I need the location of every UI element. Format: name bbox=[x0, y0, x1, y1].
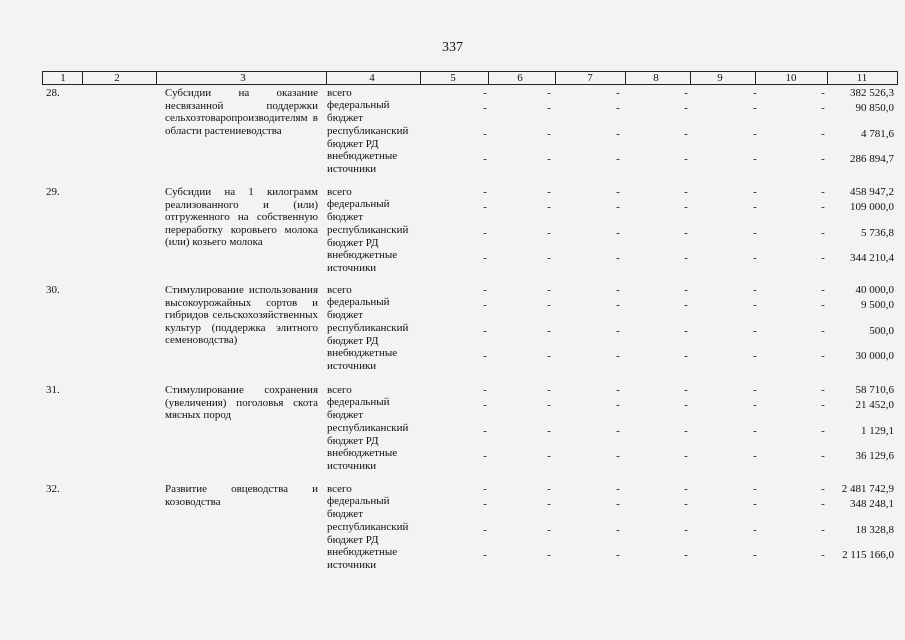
row-title: Стимулирование сохранения (увеличения) поголовья скота мясных пород bbox=[165, 384, 318, 421]
empty-cell-dash: - bbox=[483, 201, 487, 213]
funding-source-line bbox=[0, 249, 905, 274]
funding-source-line bbox=[0, 150, 905, 175]
empty-cell-dash: - bbox=[616, 252, 620, 264]
empty-cell-dash: - bbox=[616, 201, 620, 213]
empty-cell-dash: - bbox=[483, 384, 487, 396]
empty-cell-dash: - bbox=[684, 399, 688, 411]
column-divider bbox=[82, 71, 83, 85]
funding-source-line bbox=[0, 396, 905, 421]
column-number: 11 bbox=[856, 72, 868, 84]
amount-value: 458 947,2 bbox=[850, 186, 894, 198]
empty-cell-dash: - bbox=[616, 425, 620, 437]
funding-source-label: внебюджетные источники bbox=[327, 447, 398, 472]
empty-cell-dash: - bbox=[753, 227, 757, 239]
empty-cell-dash: - bbox=[616, 399, 620, 411]
empty-cell-dash: - bbox=[753, 299, 757, 311]
empty-cell-dash: - bbox=[684, 102, 688, 114]
empty-cell-dash: - bbox=[547, 450, 551, 462]
empty-cell-dash: - bbox=[483, 549, 487, 561]
empty-cell-dash: - bbox=[483, 87, 487, 99]
empty-cell-dash: - bbox=[616, 128, 620, 140]
empty-cell-dash: - bbox=[483, 102, 487, 114]
empty-cell-dash: - bbox=[684, 549, 688, 561]
funding-source-label: республиканский бюджет РД bbox=[327, 322, 409, 347]
empty-cell-dash: - bbox=[821, 201, 825, 213]
funding-source-label: всего bbox=[327, 87, 352, 99]
empty-cell-dash: - bbox=[616, 450, 620, 462]
funding-source-label: всего bbox=[327, 284, 352, 296]
funding-source-label: федеральный бюджет bbox=[327, 396, 390, 421]
empty-cell-dash: - bbox=[616, 284, 620, 296]
amount-value: 36 129,6 bbox=[855, 450, 894, 462]
funding-source-label: всего bbox=[327, 384, 352, 396]
funding-source-line bbox=[0, 125, 905, 150]
amount-value: 9 500,0 bbox=[861, 299, 894, 311]
empty-cell-dash: - bbox=[616, 524, 620, 536]
empty-cell-dash: - bbox=[547, 498, 551, 510]
empty-cell-dash: - bbox=[753, 186, 757, 198]
funding-source-label: внебюджетные источники bbox=[327, 150, 398, 175]
empty-cell-dash: - bbox=[753, 399, 757, 411]
empty-cell-dash: - bbox=[684, 524, 688, 536]
empty-cell-dash: - bbox=[821, 325, 825, 337]
column-divider bbox=[690, 71, 691, 85]
empty-cell-dash: - bbox=[753, 87, 757, 99]
column-divider bbox=[625, 71, 626, 85]
empty-cell-dash: - bbox=[753, 201, 757, 213]
empty-cell-dash: - bbox=[753, 128, 757, 140]
empty-cell-dash: - bbox=[821, 425, 825, 437]
empty-cell-dash: - bbox=[616, 227, 620, 239]
column-number: 6 bbox=[517, 72, 523, 84]
funding-source-line bbox=[0, 447, 905, 472]
column-number: 5 bbox=[450, 72, 456, 84]
empty-cell-dash: - bbox=[547, 425, 551, 437]
funding-source-line bbox=[0, 296, 905, 321]
empty-cell-dash: - bbox=[821, 524, 825, 536]
column-number: 4 bbox=[369, 72, 375, 84]
empty-cell-dash: - bbox=[547, 102, 551, 114]
row-number: 28. bbox=[46, 87, 60, 99]
empty-cell-dash: - bbox=[483, 299, 487, 311]
empty-cell-dash: - bbox=[616, 186, 620, 198]
amount-value: 348 248,1 bbox=[850, 498, 894, 510]
empty-cell-dash: - bbox=[616, 549, 620, 561]
amount-value: 1 129,1 bbox=[861, 425, 894, 437]
empty-cell-dash: - bbox=[547, 186, 551, 198]
amount-value: 2 115 166,0 bbox=[842, 549, 894, 561]
empty-cell-dash: - bbox=[684, 498, 688, 510]
funding-source-label: республиканский бюджет РД bbox=[327, 224, 409, 249]
funding-source-label: республиканский бюджет РД bbox=[327, 521, 409, 546]
amount-value: 109 000,0 bbox=[850, 201, 894, 213]
empty-cell-dash: - bbox=[821, 350, 825, 362]
empty-cell-dash: - bbox=[753, 384, 757, 396]
funding-source-line bbox=[0, 521, 905, 546]
column-number: 2 bbox=[114, 72, 120, 84]
empty-cell-dash: - bbox=[547, 87, 551, 99]
column-number: 1 bbox=[60, 72, 66, 84]
empty-cell-dash: - bbox=[483, 524, 487, 536]
column-divider bbox=[156, 71, 157, 85]
empty-cell-dash: - bbox=[684, 325, 688, 337]
empty-cell-dash: - bbox=[753, 425, 757, 437]
empty-cell-dash: - bbox=[821, 299, 825, 311]
funding-source-line bbox=[0, 422, 905, 447]
empty-cell-dash: - bbox=[483, 128, 487, 140]
column-divider bbox=[420, 71, 421, 85]
empty-cell-dash: - bbox=[753, 549, 757, 561]
empty-cell-dash: - bbox=[547, 399, 551, 411]
empty-cell-dash: - bbox=[483, 498, 487, 510]
empty-cell-dash: - bbox=[547, 325, 551, 337]
amount-value: 5 736,8 bbox=[861, 227, 894, 239]
empty-cell-dash: - bbox=[753, 284, 757, 296]
amount-value: 18 328,8 bbox=[855, 524, 894, 536]
funding-source-line bbox=[0, 347, 905, 372]
empty-cell-dash: - bbox=[684, 87, 688, 99]
empty-cell-dash: - bbox=[821, 252, 825, 264]
funding-source-label: всего bbox=[327, 186, 352, 198]
column-divider bbox=[827, 71, 828, 85]
amount-value: 382 526,3 bbox=[850, 87, 894, 99]
funding-source-label: внебюджетные источники bbox=[327, 347, 398, 372]
empty-cell-dash: - bbox=[684, 153, 688, 165]
row-title: Субсидии на оказание несвязанной поддержки сельхозтоваропроизводителям в области растениеводства bbox=[165, 87, 318, 137]
empty-cell-dash: - bbox=[684, 227, 688, 239]
empty-cell-dash: - bbox=[684, 299, 688, 311]
row-title: Развитие овцеводства и козоводства bbox=[165, 483, 318, 508]
funding-source-label: всего bbox=[327, 483, 352, 495]
empty-cell-dash: - bbox=[483, 153, 487, 165]
empty-cell-dash: - bbox=[821, 153, 825, 165]
empty-cell-dash: - bbox=[684, 483, 688, 495]
empty-cell-dash: - bbox=[753, 102, 757, 114]
empty-cell-dash: - bbox=[753, 325, 757, 337]
empty-cell-dash: - bbox=[483, 350, 487, 362]
empty-cell-dash: - bbox=[547, 384, 551, 396]
empty-cell-dash: - bbox=[821, 399, 825, 411]
empty-cell-dash: - bbox=[616, 384, 620, 396]
table-header-bottom-border bbox=[42, 84, 897, 85]
column-divider bbox=[755, 71, 756, 85]
empty-cell-dash: - bbox=[547, 483, 551, 495]
empty-cell-dash: - bbox=[684, 384, 688, 396]
empty-cell-dash: - bbox=[684, 252, 688, 264]
funding-source-line bbox=[0, 224, 905, 249]
empty-cell-dash: - bbox=[684, 350, 688, 362]
empty-cell-dash: - bbox=[547, 524, 551, 536]
empty-cell-dash: - bbox=[616, 483, 620, 495]
empty-cell-dash: - bbox=[821, 87, 825, 99]
empty-cell-dash: - bbox=[821, 384, 825, 396]
column-number: 10 bbox=[785, 72, 797, 84]
empty-cell-dash: - bbox=[547, 350, 551, 362]
empty-cell-dash: - bbox=[684, 128, 688, 140]
empty-cell-dash: - bbox=[547, 128, 551, 140]
amount-value: 40 000,0 bbox=[855, 284, 894, 296]
amount-value: 4 781,6 bbox=[861, 128, 894, 140]
empty-cell-dash: - bbox=[483, 284, 487, 296]
empty-cell-dash: - bbox=[483, 450, 487, 462]
empty-cell-dash: - bbox=[753, 483, 757, 495]
column-divider bbox=[488, 71, 489, 85]
row-number: 30. bbox=[46, 284, 60, 296]
funding-source-label: федеральный бюджет bbox=[327, 198, 390, 223]
empty-cell-dash: - bbox=[616, 102, 620, 114]
funding-source-line bbox=[0, 322, 905, 347]
amount-value: 30 000,0 bbox=[855, 350, 894, 362]
empty-cell-dash: - bbox=[483, 252, 487, 264]
funding-source-label: федеральный бюджет bbox=[327, 99, 390, 124]
empty-cell-dash: - bbox=[821, 450, 825, 462]
amount-value: 500,0 bbox=[869, 325, 894, 337]
row-title: Стимулирование использования высокоурожайных сортов и гибридов сельскохозяйственных культур (поддержка элитного семеноводства) bbox=[165, 284, 318, 346]
empty-cell-dash: - bbox=[753, 350, 757, 362]
funding-source-line bbox=[0, 495, 905, 520]
amount-value: 58 710,6 bbox=[855, 384, 894, 396]
amount-value: 21 452,0 bbox=[855, 399, 894, 411]
row-number: 29. bbox=[46, 186, 60, 198]
funding-source-line bbox=[0, 99, 905, 124]
empty-cell-dash: - bbox=[821, 498, 825, 510]
column-divider bbox=[326, 71, 327, 85]
column-number: 9 bbox=[717, 72, 723, 84]
empty-cell-dash: - bbox=[753, 450, 757, 462]
empty-cell-dash: - bbox=[684, 425, 688, 437]
empty-cell-dash: - bbox=[616, 153, 620, 165]
empty-cell-dash: - bbox=[547, 201, 551, 213]
empty-cell-dash: - bbox=[547, 299, 551, 311]
column-divider bbox=[555, 71, 556, 85]
funding-source-label: федеральный бюджет bbox=[327, 495, 390, 520]
amount-value: 90 850,0 bbox=[855, 102, 894, 114]
empty-cell-dash: - bbox=[547, 549, 551, 561]
empty-cell-dash: - bbox=[821, 186, 825, 198]
funding-source-line bbox=[0, 198, 905, 223]
empty-cell-dash: - bbox=[483, 186, 487, 198]
funding-source-label: федеральный бюджет bbox=[327, 296, 390, 321]
column-divider bbox=[42, 71, 43, 85]
empty-cell-dash: - bbox=[547, 284, 551, 296]
empty-cell-dash: - bbox=[684, 201, 688, 213]
amount-value: 286 894,7 bbox=[850, 153, 894, 165]
empty-cell-dash: - bbox=[616, 498, 620, 510]
empty-cell-dash: - bbox=[547, 153, 551, 165]
empty-cell-dash: - bbox=[547, 252, 551, 264]
empty-cell-dash: - bbox=[753, 498, 757, 510]
empty-cell-dash: - bbox=[483, 399, 487, 411]
empty-cell-dash: - bbox=[483, 483, 487, 495]
page-number: 337 bbox=[442, 40, 463, 55]
column-number: 8 bbox=[653, 72, 659, 84]
empty-cell-dash: - bbox=[483, 425, 487, 437]
funding-source-label: внебюджетные источники bbox=[327, 546, 398, 571]
column-number: 3 bbox=[240, 72, 246, 84]
funding-source-label: республиканский бюджет РД bbox=[327, 422, 409, 447]
empty-cell-dash: - bbox=[684, 450, 688, 462]
empty-cell-dash: - bbox=[547, 227, 551, 239]
empty-cell-dash: - bbox=[821, 102, 825, 114]
empty-cell-dash: - bbox=[684, 284, 688, 296]
empty-cell-dash: - bbox=[616, 87, 620, 99]
empty-cell-dash: - bbox=[821, 128, 825, 140]
funding-source-line bbox=[0, 546, 905, 571]
row-number: 31. bbox=[46, 384, 60, 396]
amount-value: 2 481 742,9 bbox=[841, 483, 894, 495]
empty-cell-dash: - bbox=[483, 325, 487, 337]
empty-cell-dash: - bbox=[821, 284, 825, 296]
funding-source-label: республиканский бюджет РД bbox=[327, 125, 409, 150]
empty-cell-dash: - bbox=[616, 325, 620, 337]
empty-cell-dash: - bbox=[483, 227, 487, 239]
empty-cell-dash: - bbox=[753, 524, 757, 536]
empty-cell-dash: - bbox=[753, 252, 757, 264]
empty-cell-dash: - bbox=[616, 299, 620, 311]
empty-cell-dash: - bbox=[753, 153, 757, 165]
empty-cell-dash: - bbox=[821, 549, 825, 561]
table-header-top-border bbox=[42, 71, 897, 72]
empty-cell-dash: - bbox=[684, 186, 688, 198]
amount-value: 344 210,4 bbox=[850, 252, 894, 264]
empty-cell-dash: - bbox=[821, 483, 825, 495]
column-divider bbox=[897, 71, 898, 85]
row-number: 32. bbox=[46, 483, 60, 495]
column-number: 7 bbox=[587, 72, 593, 84]
empty-cell-dash: - bbox=[821, 227, 825, 239]
row-title: Субсидии на 1 килограмм реализованного и (или) отгруженного на собственную переработку коровьего молока (или) козьего молока bbox=[165, 186, 318, 248]
funding-source-label: внебюджетные источники bbox=[327, 249, 398, 274]
empty-cell-dash: - bbox=[616, 350, 620, 362]
